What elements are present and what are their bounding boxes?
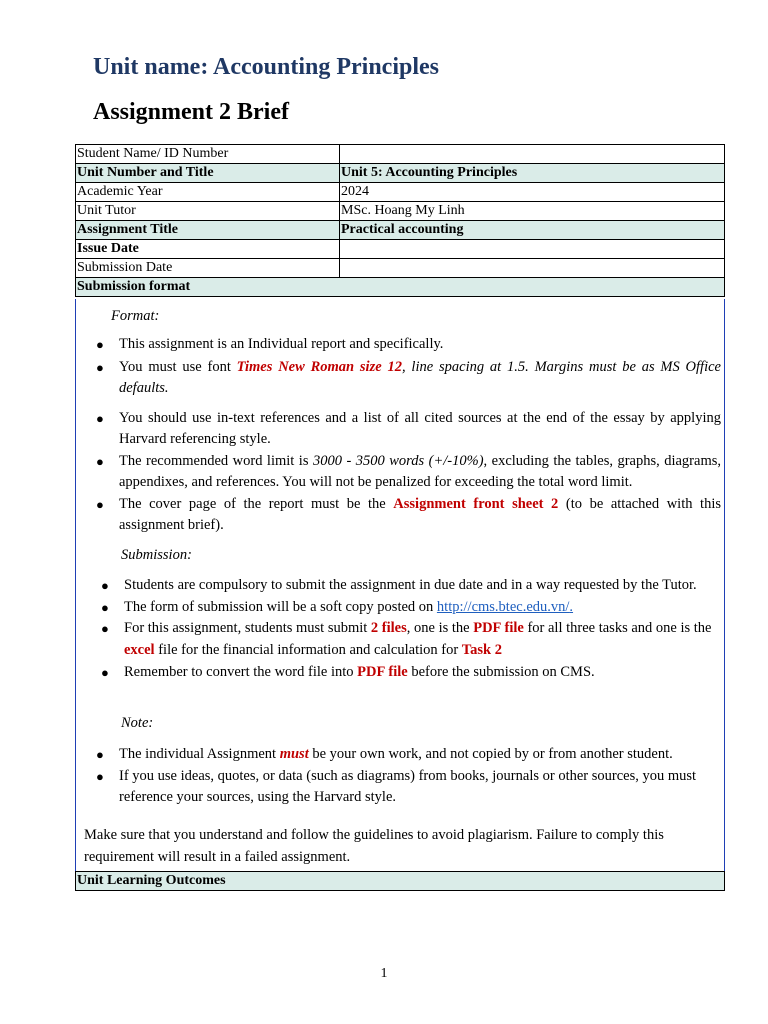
row-label: Student Name/ ID Number (76, 145, 340, 164)
list-item: ● You must use font Times New Roman size 12, line spacing at 1.5. Margins must be as MS Office defaults. (96, 358, 721, 396)
row-value (340, 240, 725, 259)
list-item: ● The form of submission will be a soft copy posted on http://cms.btec.edu.vn/. (124, 597, 722, 619)
bullet-icon: ● (96, 496, 104, 512)
plagiarism-warning: Make sure that you understand and follow the guidelines to avoid plagiarism. Failure to comply this requirement will result in a failed assignment. (84, 827, 664, 865)
row-label: Submission Date (76, 259, 340, 278)
submission-list (101, 575, 722, 684)
row-label: Unit Tutor (76, 202, 340, 221)
note-list (96, 744, 721, 809)
bullet-icon: ● (96, 453, 104, 469)
row-label: Assignment Title (76, 221, 340, 240)
bullet-icon: ● (96, 359, 104, 375)
assignment-brief-title: Assignment 2 Brief (93, 99, 289, 125)
submission-label: Submission: (121, 547, 192, 563)
table-row (76, 183, 725, 202)
list-item: ● The recommended word limit is 3000 - 3500 words (+/-10%), excluding the tables, graphs, diagrams, appendixes, and references. You will not be penalized for exceeding the total word limit. (96, 452, 721, 490)
bullet-icon: ● (101, 599, 109, 615)
submission-format-content (75, 299, 725, 871)
table-row (76, 221, 725, 240)
table-row (76, 278, 725, 297)
note-label: Note: (121, 715, 154, 731)
row-label: Unit Number and Title (76, 164, 340, 183)
table-row (76, 259, 725, 278)
bullet-icon: ● (96, 337, 104, 352)
bullet-icon: ● (96, 747, 104, 762)
list-item: ● You should use in-text references and a list of all cited sources at the end of the essay by applying Harvard referencing style. (96, 409, 721, 447)
table-row (76, 202, 725, 221)
unit-name-heading: Unit name: Accounting Principles (93, 54, 439, 80)
bullet-icon: ● (101, 621, 109, 636)
submission-format-header: Submission format (76, 278, 725, 297)
format-list (96, 334, 721, 537)
bullet-icon: ● (96, 410, 104, 426)
table-row (76, 145, 725, 164)
row-value (340, 259, 725, 278)
bullet-icon: ● (96, 768, 104, 784)
row-value (340, 145, 725, 164)
cms-link[interactable]: http://cms.btec.edu.vn/ (436, 598, 570, 615)
assignment-info-table (75, 144, 725, 297)
row-value: MSc. Hoang My Linh (340, 202, 725, 221)
bullet-icon: ● (101, 578, 109, 593)
row-value: 2024 (340, 183, 725, 202)
table-row (76, 240, 725, 259)
row-value: Unit 5: Accounting Principles (340, 164, 725, 183)
format-label: Format: (111, 308, 160, 324)
table-row (76, 872, 725, 891)
table-row (76, 164, 725, 183)
list-item: ● This assignment is an Individual report and specifically. (119, 334, 721, 356)
list-item: ● For this assignment, students must submit 2 files, one is the PDF file for all three tasks and one is the excel file for the financial information and calculation for Task 2 (101, 620, 712, 658)
learning-outcomes-header: Unit Learning Outcomes (76, 872, 725, 891)
list-item: ● If you use ideas, quotes, or data (such as diagrams) from books, journals or other sources, you must reference your sources, using the Harvard style. (96, 767, 697, 805)
page-number: 1 (380, 966, 388, 981)
list-item: ● The individual Assignment must be your own work, and not copied by or from another student. (119, 744, 721, 766)
row-value: Practical accounting (340, 221, 725, 240)
list-item: ● Students are compulsory to submit the assignment in due date and in a way requested by the Tutor. (124, 575, 722, 597)
bullet-icon: ● (101, 665, 109, 680)
row-label: Issue Date (76, 240, 340, 259)
row-label: Academic Year (76, 183, 340, 202)
learning-outcomes-table (75, 871, 725, 891)
list-item: ● The cover page of the report must be the Assignment front sheet 2 (to be attached with this assignment brief). (96, 495, 721, 533)
list-item: ● Remember to convert the word file into PDF file before the submission on CMS. (124, 662, 722, 684)
